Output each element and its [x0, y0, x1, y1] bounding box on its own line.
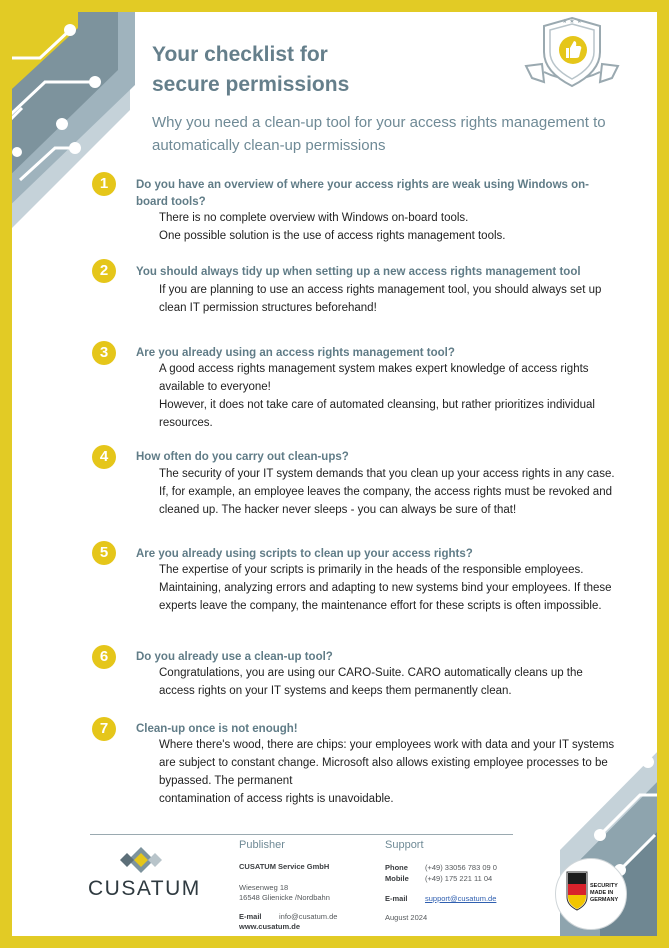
item-answer-line: There is no complete overview with Windows on-board tools.	[159, 212, 469, 224]
item-question: Do you have an overview of where your access rights are weak using Windows on-board tools?	[136, 179, 589, 208]
seal-line-2: MADE IN	[590, 890, 614, 896]
support-phone-label: Phone	[385, 863, 408, 872]
title-line-2: secure permissions	[152, 73, 350, 96]
item-answer	[159, 209, 619, 245]
item-answer	[159, 736, 619, 808]
item-answer	[159, 465, 619, 519]
item-answer-line: However, it does not take care of automated cleansing, but rather prioritizes individual resources.	[159, 399, 595, 429]
item-answer-line: Where there's wood, there are chips: your employees work with data and your IT systems are subject to constant change. Microsoft also allows existing employee processes to be bypassed. The permanent	[159, 739, 615, 787]
item-answer	[159, 664, 619, 700]
footer-date: August 2024	[385, 913, 428, 922]
german-flag-shield-icon	[566, 871, 588, 911]
item-answer-line: The security of your IT system demands that you clean up your access rights in any case. If, for example, an employee leaves the company, the access rights must be revoked and cleaned up. The hacker never sleeps - you can always be sure of that!	[159, 468, 615, 516]
item-answer-line: One possible solution is the use of access rights management tools.	[159, 230, 506, 242]
item-number-badge: 2	[92, 259, 116, 283]
page-subtitle: Why you need a clean-up tool for your access rights management to automatically clean-up permissions	[152, 114, 606, 154]
item-question: Do you already use a clean-up tool?	[136, 651, 333, 663]
cusatum-logo-text: CUSATUM	[88, 877, 201, 900]
item-answer-line: If you are planning to use an access rights management tool, you should always set up clean IT permission structures beforehand!	[159, 284, 602, 314]
publisher-city: 16548 Glienicke /Nordbahn	[239, 893, 330, 902]
title-line-1: Your checklist for	[152, 43, 328, 66]
support-email-link[interactable]: support@cusatum.de	[425, 894, 497, 903]
page-title	[152, 40, 349, 100]
item-number-badge: 1	[92, 172, 116, 196]
item-number-badge: 6	[92, 645, 116, 669]
item-answer-line: contamination of access rights is unavoidable.	[159, 793, 394, 805]
item-question: How often do you carry out clean-ups?	[136, 451, 349, 463]
publisher-website[interactable]: www.cusatum.de	[239, 922, 300, 931]
thumbs-up-shield-icon	[522, 14, 622, 94]
item-answer-line: Congratulations, you are using our CARO-Suite. CARO automatically cleans up the access rights on your IT systems and keeps them permanently clean.	[159, 667, 583, 697]
item-number-badge: 4	[92, 445, 116, 469]
cusatum-logo-mark	[119, 845, 163, 875]
item-number-badge: 5	[92, 541, 116, 565]
support-email-label: E-mail	[385, 894, 408, 903]
publisher-heading: Publisher	[239, 839, 285, 851]
seal-line-3: GERMANY	[590, 897, 619, 903]
support-mobile-label: Mobile	[385, 874, 409, 883]
footer-divider	[90, 834, 513, 835]
item-answer	[159, 360, 619, 432]
publisher-company: CUSATUM Service GmbH	[239, 862, 330, 871]
seal-line-1: SECURITY	[590, 883, 618, 889]
item-question: Clean-up once is not enough!	[136, 723, 298, 735]
item-number-badge: 7	[92, 717, 116, 741]
security-made-in-germany-seal	[555, 858, 627, 930]
publisher-street: Wiesenweg 18	[239, 883, 289, 892]
item-answer	[159, 281, 619, 317]
publisher-email-label: E-mail	[239, 912, 262, 921]
item-answer	[159, 561, 619, 615]
item-question: Are you already using an access rights management tool?	[136, 347, 455, 359]
svg-text:★ ★ ★: ★ ★ ★	[562, 18, 582, 25]
support-phone: (+49) 33056 783 09 0	[425, 863, 497, 872]
item-answer-line: The expertise of your scripts is primarily in the heads of the responsible employees. Maintaining, analyzing errors and adapting to new systems bind your employees. If these experts leave the company, the maintenance effort for these scripts is often impossible.	[159, 564, 612, 612]
item-answer-line: A good access rights management system makes expert knowledge of access rights available to everyone!	[159, 363, 589, 393]
item-question: Are you already using scripts to clean up your access rights?	[136, 548, 473, 560]
support-mobile: (+49) 175 221 11 04	[425, 874, 493, 883]
support-heading: Support	[385, 839, 424, 851]
publisher-email[interactable]: info@cusatum.de	[279, 912, 338, 921]
item-question: You should always tidy up when setting up a new access rights management tool	[136, 266, 581, 278]
item-number-badge: 3	[92, 341, 116, 365]
